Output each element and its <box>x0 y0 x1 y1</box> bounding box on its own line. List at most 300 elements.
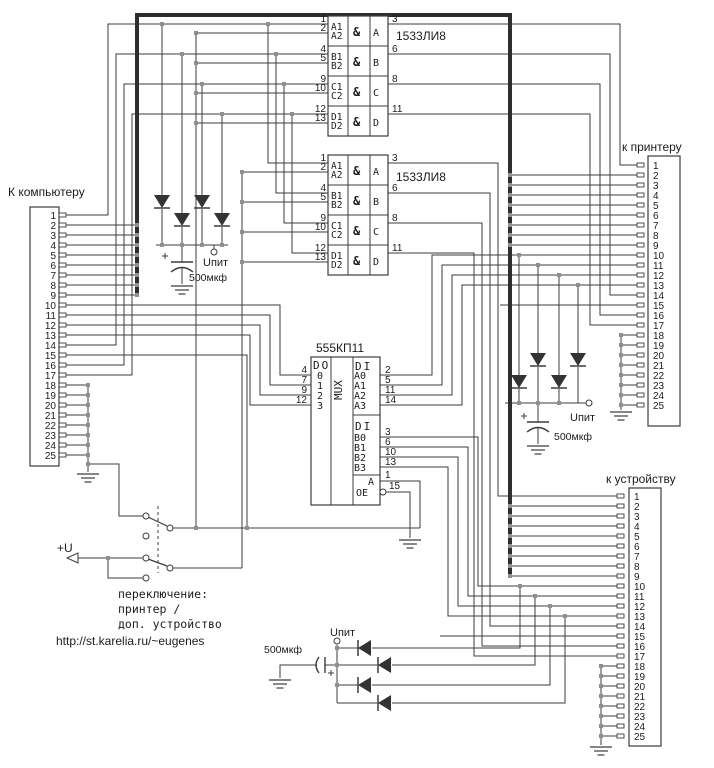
junction-dot <box>599 734 603 738</box>
junction-dot <box>220 112 224 116</box>
ic-pin-number: 13 <box>385 457 397 468</box>
ic-pin-number: 7 <box>301 375 307 386</box>
pin-number: 12 <box>653 271 665 282</box>
mux-di-header: DI <box>355 360 373 373</box>
junction-dot <box>135 283 139 287</box>
junction-dot <box>508 524 512 528</box>
pin-number: 24 <box>653 391 665 402</box>
junction-dot <box>86 383 90 387</box>
gate-output-label: D <box>373 118 380 129</box>
mux-port-label: A3 <box>354 401 367 412</box>
junction-dot <box>508 233 512 237</box>
pin-number: 16 <box>44 361 56 372</box>
ic-pin-number: 6 <box>385 437 391 448</box>
pin-number: 21 <box>653 361 665 372</box>
junction-dot <box>599 714 603 718</box>
switch-contact <box>143 533 149 539</box>
pin-stub <box>637 263 644 267</box>
pin-stub <box>637 213 644 217</box>
junction-dot <box>599 674 603 678</box>
pin-stub <box>617 494 624 498</box>
pin-stub <box>59 433 66 437</box>
junction-dot <box>508 514 512 518</box>
pin-number: 13 <box>44 331 56 342</box>
gate-input-label: A1 <box>331 161 343 172</box>
pin-stub <box>617 694 624 698</box>
pin-stub <box>59 443 66 447</box>
pin-number: 19 <box>634 672 646 683</box>
pin-stub <box>637 303 644 307</box>
junction-dot <box>266 22 270 26</box>
gate-output-label: A <box>373 167 380 178</box>
junction-dot <box>160 22 164 26</box>
junction-dot <box>619 333 623 337</box>
pin-number: 13 <box>634 612 646 623</box>
pin-stub <box>617 734 624 738</box>
junction-dot <box>548 604 552 608</box>
ic-pin-number: 4 <box>320 183 326 194</box>
and-symbol: & <box>353 254 361 268</box>
ic-pin-number: 6 <box>392 44 398 55</box>
ic-pin-number: 6 <box>392 183 398 194</box>
junction-dot <box>508 223 512 227</box>
pin-number: 13 <box>653 281 665 292</box>
mux-do-header: DO <box>313 359 331 372</box>
junction-dot <box>508 243 512 247</box>
junction-dot <box>220 243 224 247</box>
gate-input-label: B1 <box>331 191 343 202</box>
pin-number: 18 <box>44 381 56 392</box>
pin-number: 25 <box>653 401 665 412</box>
power-label: Uпит <box>330 627 356 639</box>
ic-pin-number: 11 <box>392 104 403 115</box>
ic-pin-number: 3 <box>392 14 398 25</box>
switch-note: доп. устройство <box>118 617 222 631</box>
gate-input-label: C2 <box>331 230 343 241</box>
pin-stub <box>617 534 624 538</box>
pin-number: 8 <box>653 231 659 242</box>
junction-dot <box>135 253 139 257</box>
pin-number: 25 <box>44 451 56 462</box>
pin-stub <box>59 343 66 347</box>
mux-port-label: A2 <box>354 391 367 402</box>
pin-stub <box>617 624 624 628</box>
power-terminal <box>586 400 592 406</box>
pin-stub <box>59 293 66 297</box>
ic-label: 555КП11 <box>316 341 365 355</box>
pin-stub <box>617 564 624 568</box>
pin-stub <box>59 393 66 397</box>
and-symbol: & <box>353 194 361 208</box>
junction-dot <box>194 91 198 95</box>
pin-stub <box>637 203 644 207</box>
ic-pin-number: 3 <box>392 153 398 164</box>
pin-stub <box>59 253 66 257</box>
pin-number: 23 <box>44 431 56 442</box>
pin-number: 17 <box>44 371 56 382</box>
pin-number: 22 <box>634 702 646 713</box>
junction-dot <box>240 230 244 234</box>
junction-dot <box>599 724 603 728</box>
junction-dot <box>508 534 512 538</box>
pin-number: 9 <box>50 291 56 302</box>
pin-number: 15 <box>44 351 56 362</box>
gate-output-label: C <box>373 227 380 238</box>
pin-number: 4 <box>50 241 56 252</box>
ic-pin-number: 5 <box>320 53 326 64</box>
junction-dot <box>194 121 198 125</box>
pin-stub <box>637 283 644 287</box>
mux-port-label: B3 <box>354 463 367 474</box>
ic-pin-number: 2 <box>320 162 326 173</box>
gate-input-label: D1 <box>331 251 343 262</box>
pin-stub <box>59 313 66 317</box>
ic-pin-number: 4 <box>320 44 326 55</box>
gate-input-label: A1 <box>331 22 343 33</box>
junction-dot <box>86 393 90 397</box>
pin-stub <box>617 584 624 588</box>
pin-stub <box>637 163 644 167</box>
pin-stub <box>637 193 644 197</box>
pin-number: 14 <box>634 622 646 633</box>
junction-dot <box>619 373 623 377</box>
ic-pin-number: 9 <box>320 213 326 224</box>
pin-number: 23 <box>653 381 665 392</box>
pin-stub <box>59 333 66 337</box>
pin-number: 22 <box>44 421 56 432</box>
ic-pin-number: 1 <box>320 14 326 25</box>
pin-stub <box>59 323 66 327</box>
mux-port-label: 1 <box>317 381 324 392</box>
pin-number: 20 <box>653 351 665 362</box>
pin-number: 14 <box>44 341 56 352</box>
pin-stub <box>617 664 624 668</box>
junction-dot <box>335 683 339 687</box>
mux-di-header: DI <box>355 420 373 433</box>
ic-pin-number: 9 <box>320 74 326 85</box>
ic-pin-number: 12 <box>314 104 326 115</box>
gate-output-label: B <box>373 58 380 69</box>
junction-dot <box>200 82 204 86</box>
junction-dot <box>508 203 512 207</box>
pin-number: 20 <box>634 682 646 693</box>
pin-number: 17 <box>653 321 665 332</box>
ic-pin-number: 13 <box>314 252 326 263</box>
junction-dot <box>619 383 623 387</box>
power-label: Uпит <box>203 257 229 269</box>
mux-port-label: A1 <box>354 381 367 392</box>
pin-number: 16 <box>634 642 646 653</box>
junction-dot <box>619 353 623 357</box>
power-label: Uпит <box>570 412 596 424</box>
junction-dot <box>135 243 139 247</box>
junction-dot <box>135 223 139 227</box>
pin-number: 10 <box>653 251 665 262</box>
ic-pin-number: 2 <box>385 365 391 376</box>
pin-number: 20 <box>44 401 56 412</box>
junction-dot <box>180 243 184 247</box>
connector-label: К компьютеру <box>8 185 85 199</box>
pin-number: 11 <box>45 311 56 322</box>
mux-port-label: 2 <box>317 391 324 402</box>
pin-stub <box>617 714 624 718</box>
pin-number: 6 <box>50 261 56 272</box>
pin-stub <box>59 413 66 417</box>
mux-center-label: MUX <box>332 380 345 400</box>
pin-number: 2 <box>653 171 659 182</box>
pin-number: 7 <box>653 221 659 232</box>
ic-pin-number: 10 <box>314 83 326 94</box>
junction-dot <box>619 393 623 397</box>
junction-dot <box>599 664 603 668</box>
mux-port-label: A0 <box>354 371 367 382</box>
gate-input-label: A2 <box>331 31 343 42</box>
junction-dot <box>599 694 603 698</box>
pin-stub <box>637 333 644 337</box>
pin-number: 14 <box>653 291 665 302</box>
pin-stub <box>617 574 624 578</box>
ic-pin-number: 1 <box>385 470 391 481</box>
pin-number: 16 <box>653 311 665 322</box>
pin-number: 18 <box>653 331 665 342</box>
pin-number: 8 <box>50 281 56 292</box>
ic-pin-number: 3 <box>385 427 391 438</box>
pin-stub <box>59 233 66 237</box>
switch-contact <box>143 555 149 561</box>
junction-dot <box>240 170 244 174</box>
junction-dot <box>135 273 139 277</box>
junction-dot <box>563 614 567 618</box>
pin-stub <box>59 423 66 427</box>
pin-number: 4 <box>653 191 659 202</box>
pin-number: 9 <box>634 572 640 583</box>
gate-output-label: D <box>373 257 380 268</box>
junction-dot <box>508 193 512 197</box>
pin-number: 17 <box>634 652 646 663</box>
pin-number: 4 <box>634 522 640 533</box>
inversion-circle-icon <box>380 489 386 495</box>
mux-port-label: B1 <box>354 443 367 454</box>
pin-stub <box>59 363 66 367</box>
junction-dot <box>508 183 512 187</box>
pin-number: 3 <box>634 512 640 523</box>
junction-dot <box>599 704 603 708</box>
pin-number: 5 <box>634 532 640 543</box>
pin-stub <box>637 343 644 347</box>
junction-dot <box>135 293 139 297</box>
pin-number: 11 <box>653 261 664 272</box>
ic-pin-number: 9 <box>301 385 307 396</box>
junction-dot <box>533 594 537 598</box>
junction-dot <box>619 403 623 407</box>
pin-stub <box>59 373 66 377</box>
junction-dot <box>106 556 110 560</box>
junction-dot <box>557 401 561 405</box>
ic-pin-number: 1 <box>320 153 326 164</box>
pin-number: 10 <box>634 582 646 593</box>
junction-dot <box>86 403 90 407</box>
gate-output-label: A <box>373 28 380 39</box>
pin-number: 6 <box>634 542 640 553</box>
pin-stub <box>617 524 624 528</box>
pin-stub <box>637 323 644 327</box>
ic-pin-number: 8 <box>392 213 398 224</box>
junction-dot <box>86 443 90 447</box>
junction-dot <box>518 584 522 588</box>
gate-input-label: C1 <box>331 82 343 93</box>
mux-select-label: A <box>368 477 375 488</box>
mux-port-label: B2 <box>354 453 367 464</box>
junction-dot <box>274 52 278 56</box>
junction-dot <box>86 413 90 417</box>
pin-stub <box>637 253 644 257</box>
and-symbol: & <box>353 224 361 238</box>
pin-number: 23 <box>634 712 646 723</box>
pin-stub <box>637 273 644 277</box>
switch-contact <box>143 575 149 581</box>
ic-pin-number: 4 <box>301 365 307 376</box>
pin-stub <box>637 363 644 367</box>
junction-dot <box>557 273 561 277</box>
junction-dot <box>335 646 339 650</box>
pin-number: 1 <box>50 211 56 222</box>
pin-number: 7 <box>50 271 56 282</box>
pin-number: 15 <box>634 632 646 643</box>
pin-number: 6 <box>653 211 659 222</box>
ic-pin-number: 5 <box>385 375 391 386</box>
pin-stub <box>617 724 624 728</box>
gate-input-label: C2 <box>331 91 343 102</box>
junction-dot <box>135 263 139 267</box>
junction-dot <box>508 554 512 558</box>
junction-dot <box>508 544 512 548</box>
pin-number: 1 <box>634 492 640 503</box>
pin-stub <box>59 353 66 357</box>
pin-stub <box>617 644 624 648</box>
ic-pin-number: 12 <box>314 243 326 254</box>
junction-dot <box>576 283 580 287</box>
pin-number: 18 <box>634 662 646 673</box>
power-terminal <box>211 249 217 255</box>
pin-number: 1 <box>653 161 659 172</box>
pin-number: 9 <box>653 241 659 252</box>
pin-number: 19 <box>44 391 56 402</box>
pin-stub <box>617 674 624 678</box>
junction-dot <box>86 433 90 437</box>
pin-stub <box>59 403 66 407</box>
pin-stub <box>617 684 624 688</box>
mux-port-label: B0 <box>354 433 367 444</box>
gate-input-label: B2 <box>331 200 343 211</box>
pin-stub <box>637 183 644 187</box>
pin-stub <box>617 504 624 508</box>
switch-note: принтер / <box>118 602 181 616</box>
switch-contact <box>167 525 173 531</box>
junction-dot <box>508 173 512 177</box>
pin-stub <box>637 223 644 227</box>
pin-stub <box>59 273 66 277</box>
and-symbol: & <box>353 164 361 178</box>
ic-pin-number: 13 <box>314 113 326 124</box>
capacitor-value: 500мкф <box>554 431 592 443</box>
pin-number: 8 <box>634 562 640 573</box>
pin-stub <box>617 514 624 518</box>
ic-pin-number: 12 <box>295 395 307 406</box>
junction-dot <box>290 112 294 116</box>
connector-label: к принтеру <box>622 140 682 154</box>
pin-stub <box>617 604 624 608</box>
gate-input-label: B1 <box>331 52 343 63</box>
junction-dot <box>282 82 286 86</box>
gate-output-label: C <box>373 88 380 99</box>
pin-number: 5 <box>50 251 56 262</box>
ic-pin-number: 11 <box>385 385 396 396</box>
ic-pin-number: 8 <box>392 74 398 85</box>
mux-oe-label: OE <box>356 488 369 499</box>
junction-dot <box>194 61 198 65</box>
ic-pin-number: 11 <box>392 243 403 254</box>
junction-dot <box>200 243 204 247</box>
junction-dot <box>86 462 90 466</box>
pin-stub <box>617 654 624 658</box>
pin-stub <box>59 213 66 217</box>
pin-stub <box>637 293 644 297</box>
pin-stub <box>59 283 66 287</box>
pin-number: 11 <box>634 592 645 603</box>
pin-number: 3 <box>653 181 659 192</box>
ic-pin-number: 5 <box>320 192 326 203</box>
pin-number: 12 <box>634 602 646 613</box>
switch-contact <box>167 565 173 571</box>
ic-pin-number: 2 <box>320 23 326 34</box>
junction-dot <box>508 574 512 578</box>
gate-input-label: A2 <box>331 170 343 181</box>
pin-stub <box>617 594 624 598</box>
ic-pin-number: 10 <box>314 222 326 233</box>
junction-dot <box>508 213 512 217</box>
mux-port-label: 3 <box>317 401 324 412</box>
switch-note: переключение: <box>118 587 209 601</box>
site-url: http://st.karelia.ru/~eugenes <box>56 634 205 648</box>
junction-dot <box>86 423 90 427</box>
gate-output-label: B <box>373 197 380 208</box>
ic-label: 1533ЛИ8 <box>396 170 446 184</box>
and-symbol: & <box>353 25 361 39</box>
junction-dot <box>335 663 339 667</box>
pin-stub <box>59 243 66 247</box>
pin-stub <box>637 383 644 387</box>
pin-stub <box>637 243 644 247</box>
ic-pin-number: 15 <box>389 481 401 492</box>
capacitor-value: 500мкф <box>189 272 227 284</box>
junction-dot <box>508 564 512 568</box>
junction-dot <box>619 343 623 347</box>
gate-input-label: D2 <box>331 260 343 271</box>
gate-input-label: D1 <box>331 112 343 123</box>
and-symbol: & <box>353 85 361 99</box>
pin-stub <box>617 704 624 708</box>
junction-dot <box>517 401 521 405</box>
pin-stub <box>617 554 624 558</box>
pin-number: 12 <box>44 321 56 332</box>
pin-number: 22 <box>653 371 665 382</box>
pin-number: 5 <box>653 201 659 212</box>
pin-number: 10 <box>44 301 56 312</box>
junction-dot <box>508 504 512 508</box>
pin-stub <box>637 403 644 407</box>
connector-label: к устройству <box>606 472 676 486</box>
junction-dot <box>135 233 139 237</box>
